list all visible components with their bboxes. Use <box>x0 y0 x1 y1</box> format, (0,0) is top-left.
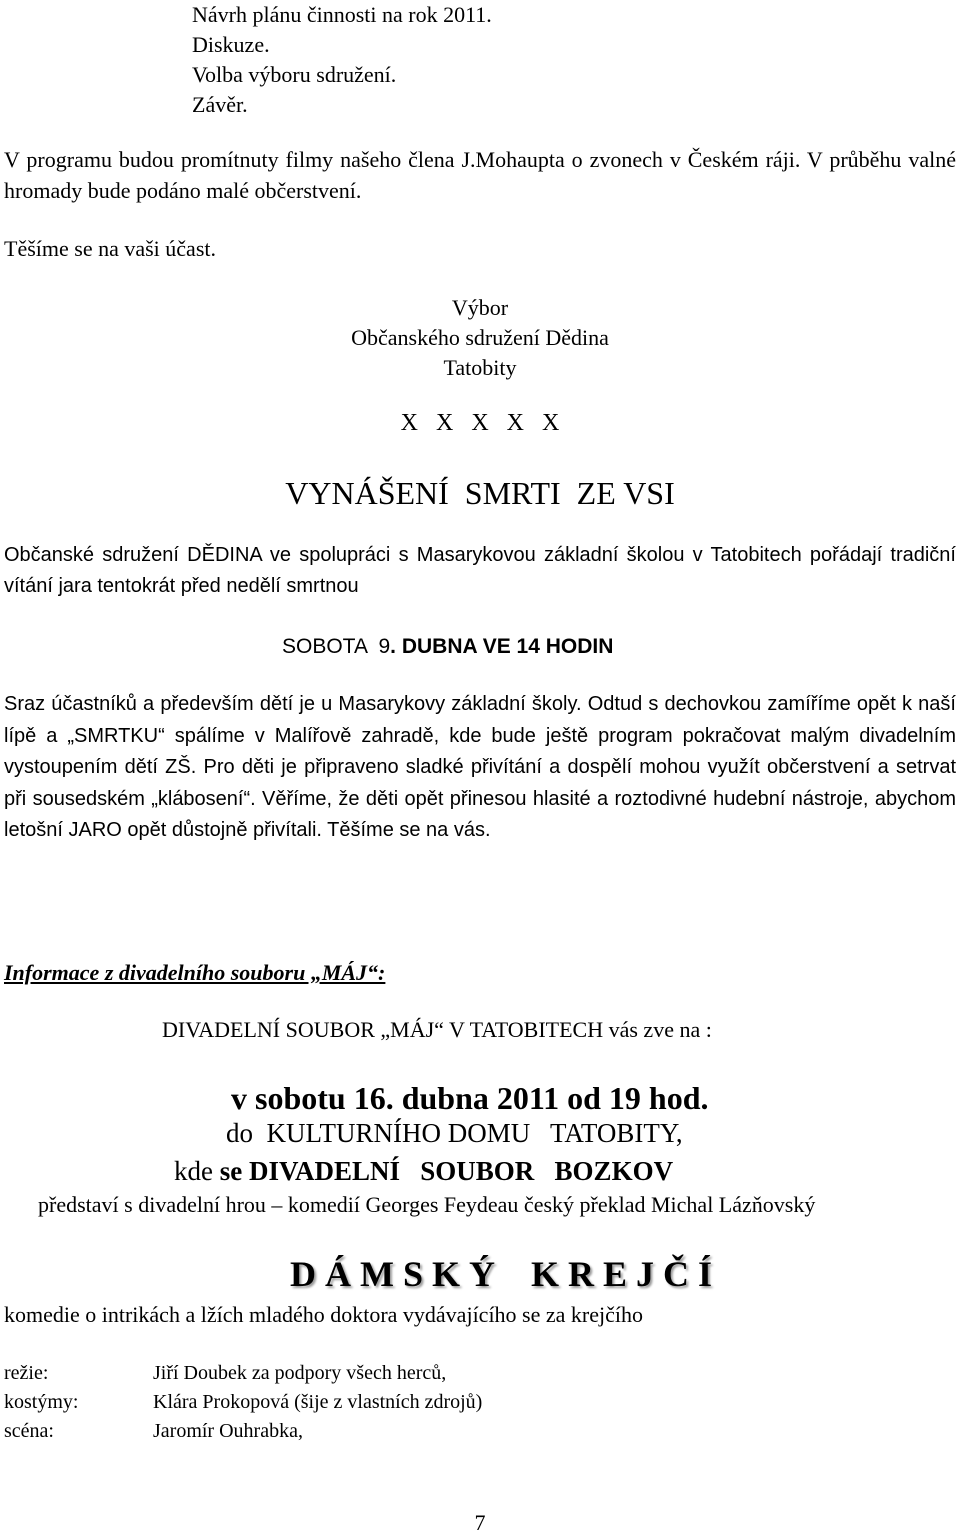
theatre-venue: do KULTURNÍHO DOMU TATOBITY, <box>226 1118 683 1148</box>
theatre-guest-name: se DIVADELNÍ SOUBOR BOZKOV <box>219 1156 674 1186</box>
credit-role: scéna: <box>4 1420 54 1442</box>
event-body: Sraz účastníků a především dětí je u Masarykovy základní školy. Odtud s dechovkou zamíříme opět k naší lípě a „SMRTKU“ spálíme v Malířově zahradě, kde bude ještě program pokračovat malým divadelním vystoupením dětí ZŠ. Pro děti je připraveno sladké přivítání a dospělí mohou využít občerstvení a setrvat při sousedském „klábosení“. Věříme, že děti opět přinesou hlasité a roztodivné hudební nástroje, abychom letošní JARO opět důstojně přivítali. Těšíme se na vás. <box>4 693 956 841</box>
theatre-heading: Informace z divadelního souboru „MÁJ“: <box>4 960 386 985</box>
credit-name: Jaromír Ouhrabka, <box>153 1420 303 1442</box>
agenda-item: Diskuze. <box>192 32 270 57</box>
event-date <box>282 632 613 662</box>
theatre-date: v sobotu 16. dubna 2011 od 19 hod. <box>231 1080 709 1116</box>
theatre-invite: DIVADELNÍ SOUBOR „MÁJ“ V TATOBITECH vás zve na : <box>162 1017 712 1042</box>
theatre-presents: představí s divadelní hrou – komedií Georges Feydeau český překlad Michal Lázňovský <box>38 1192 816 1217</box>
theatre-guest-prefix: kde <box>174 1156 220 1186</box>
agenda-item: Návrh plánu činnosti na rok 2011. <box>192 2 492 27</box>
agenda-item: Závěr. <box>192 92 248 117</box>
credits-names <box>153 1359 482 1446</box>
program-note: V programu budou promítnuty filmy našeho člena J.Mohaupta o zvonech v Českém ráji. V průběhu valné hromady bude podáno malé občerstvení. <box>4 147 956 203</box>
signature-line-3: Tatobity <box>443 355 517 380</box>
signature-line-2: Občanského sdružení Dědina <box>351 325 609 350</box>
signature-line-1: Výbor <box>451 295 509 320</box>
event-date-day: SOBOTA 9 <box>282 635 391 658</box>
credit-role: režie: <box>4 1362 49 1384</box>
event-date-month-time: . DUBNA VE 14 HODIN <box>390 635 614 658</box>
agenda-list <box>192 0 492 120</box>
credit-name: Klára Prokopová (šije z vlastních zdrojů) <box>153 1391 483 1413</box>
section-separator: X X X X X <box>400 410 560 436</box>
page-number: 7 <box>474 1510 486 1535</box>
credit-role: kostýmy: <box>4 1391 79 1413</box>
event-intro: Občanské sdružení DĚDINA ve spolupráci s Masarykovou základní školou v Tatobitech pořádají tradiční vítání jara tentokrát před nedělí smrtnou <box>4 544 956 597</box>
agenda-item: Volba výboru sdružení. <box>192 62 397 87</box>
credit-name: Jiří Doubek za podpory všech herců, <box>153 1362 447 1384</box>
play-title: D Á M S K Ý K R E J Č Í <box>290 1254 713 1294</box>
event-title: VYNÁŠENÍ SMRTI ZE VSI <box>285 475 675 511</box>
looking-forward-text: Těšíme se na vaši účast. <box>4 236 216 261</box>
theatre-guest <box>174 1153 673 1189</box>
credits-roles <box>4 1359 78 1446</box>
play-description: komedie o intrikách a lžích mladého doktora vydávajícího se za krejčího <box>4 1302 643 1327</box>
